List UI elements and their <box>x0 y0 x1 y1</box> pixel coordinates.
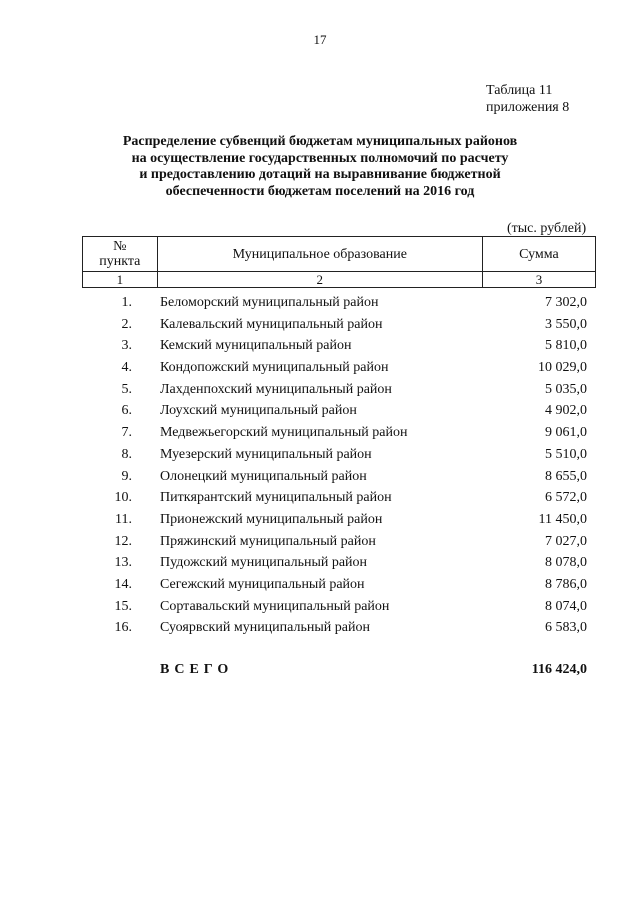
table-row <box>0 489 640 511</box>
row-municipality: Беломорский муниципальный район <box>160 295 379 310</box>
row-number: 1. <box>121 295 132 310</box>
row-number: 16. <box>114 620 132 636</box>
row-number: 7. <box>121 425 132 441</box>
row-number: 10. <box>114 490 132 506</box>
row-municipality: Кемский муниципальный район <box>160 338 352 354</box>
row-number: 12. <box>114 533 132 549</box>
table-row <box>0 533 640 555</box>
header-sum-cell: Сумма <box>482 237 595 272</box>
table-row <box>0 468 640 490</box>
table-reference-line-1: Таблица 11 <box>486 83 553 98</box>
table-header <box>82 236 596 288</box>
table-row <box>0 424 640 446</box>
table-row <box>0 598 640 620</box>
row-sum: 7 027,0 <box>545 533 587 549</box>
row-number: 13. <box>114 555 132 571</box>
table-reference-line-2: приложения 8 <box>486 100 570 115</box>
table-row <box>0 337 640 359</box>
row-municipality: Калевальский муниципальный район <box>160 316 383 332</box>
row-number: 5. <box>121 381 132 397</box>
row-sum: 10 029,0 <box>538 360 587 376</box>
table-row <box>0 316 640 338</box>
row-municipality: Лахденпохский муниципальный район <box>160 381 392 397</box>
table-row <box>0 511 640 533</box>
row-municipality: Суоярвский муниципальный район <box>160 620 370 636</box>
row-number: 6. <box>121 403 132 419</box>
document-title <box>90 134 550 200</box>
table-row <box>0 576 640 598</box>
row-sum: 11 450,0 <box>538 511 587 527</box>
row-municipality: Лоухский муниципальный район <box>160 403 357 419</box>
column-number-row <box>83 272 596 288</box>
row-municipality: Питкярантский муниципальный район <box>160 490 392 506</box>
row-sum: 5 510,0 <box>545 446 587 462</box>
title-line: Распределение субвенций бюджетам муниципальных районов <box>122 134 518 149</box>
row-sum: 6 583,0 <box>545 620 587 636</box>
row-number: 11. <box>115 511 132 527</box>
header-name-cell: Муниципальное образование <box>157 237 482 272</box>
header-number-label: № пункта <box>99 239 141 269</box>
row-number: 15. <box>114 598 132 614</box>
row-sum: 8 655,0 <box>545 468 587 484</box>
units-note: (тыс. рублей) <box>507 221 587 236</box>
row-sum: 8 078,0 <box>545 555 587 571</box>
total-label: ВСЕГО <box>160 662 234 677</box>
title-line: на осуществление государственных полномочий по расчету <box>131 150 509 166</box>
row-number: 8. <box>121 446 132 462</box>
table-row <box>0 294 640 316</box>
table-row <box>0 446 640 468</box>
table-row <box>0 402 640 424</box>
row-municipality: Муезерский муниципальный район <box>160 446 372 462</box>
title-line: и предоставлению дотаций на выравнивание бюджетной <box>139 167 501 182</box>
row-sum: 9 061,0 <box>545 425 587 441</box>
page-number: 17 <box>313 32 327 47</box>
row-sum: 4 902,0 <box>545 403 587 419</box>
column-number: 1 <box>83 272 158 288</box>
title-line: обеспеченности бюджетам поселений на 2016 год <box>165 183 475 199</box>
column-number: 3 <box>482 272 595 288</box>
row-municipality: Пряжинский муниципальный район <box>160 533 376 549</box>
row-number: 2. <box>121 316 132 332</box>
table-reference <box>486 82 569 116</box>
row-municipality: Прионежский муниципальный район <box>160 511 383 527</box>
total-value: 116 424,0 <box>531 662 587 677</box>
row-municipality: Сортавальский муниципальный район <box>160 598 390 614</box>
row-number: 3. <box>121 338 132 354</box>
table-row <box>0 381 640 403</box>
column-number: 2 <box>157 272 482 288</box>
header-row <box>83 237 596 272</box>
row-number: 14. <box>114 576 132 592</box>
row-municipality: Сегежский муниципальный район <box>160 576 365 592</box>
row-sum: 3 550,0 <box>545 316 587 332</box>
table-row <box>0 359 640 381</box>
row-sum: 8 786,0 <box>545 576 587 592</box>
row-sum: 6 572,0 <box>545 490 587 506</box>
row-number: 9. <box>121 468 132 484</box>
table-row <box>0 619 640 641</box>
header-number-cell <box>83 237 158 272</box>
row-number: 4. <box>121 360 132 376</box>
row-municipality: Медвежьегорский муниципальный район <box>160 425 408 441</box>
row-municipality: Олонецкий муниципальный район <box>160 468 367 484</box>
row-sum: 5 035,0 <box>545 381 587 397</box>
row-sum: 7 302,0 <box>545 295 587 310</box>
row-sum: 5 810,0 <box>545 338 587 354</box>
row-municipality: Пудожский муниципальный район <box>160 555 368 571</box>
row-municipality: Кондопожский муниципальный район <box>160 360 389 376</box>
table-row <box>0 554 640 576</box>
data-table-body <box>0 294 640 641</box>
row-sum: 8 074,0 <box>545 598 587 614</box>
